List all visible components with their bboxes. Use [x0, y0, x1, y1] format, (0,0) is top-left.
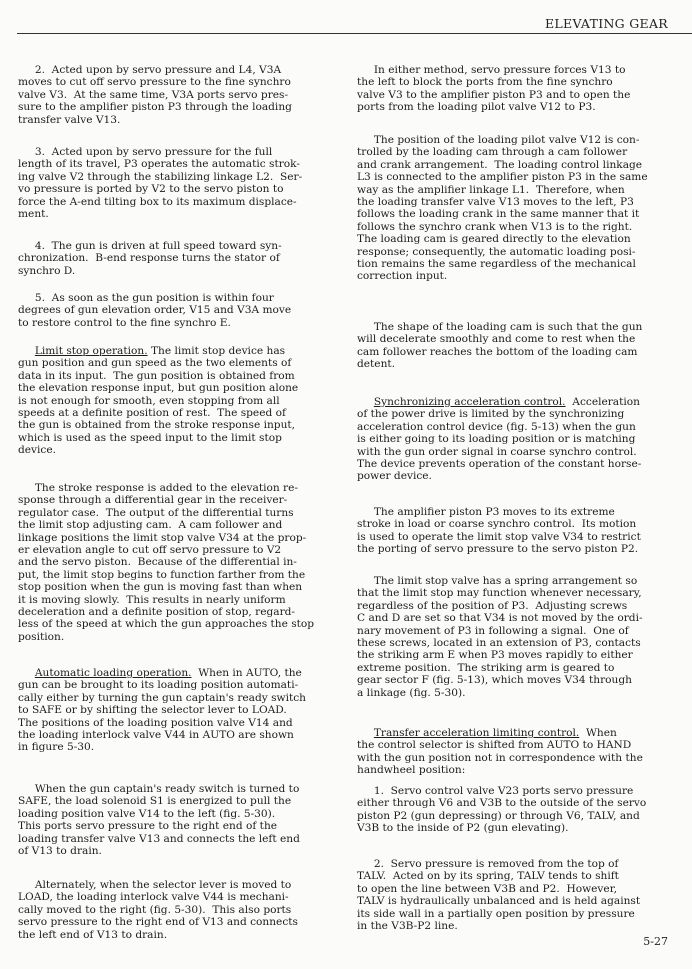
text-line: gun can be brought to its loading position automati- — [18, 679, 299, 692]
text-line: 2. Servo pressure is removed from the top of — [357, 858, 619, 870]
text-line: 4. The gun is driven at full speed toward syn- — [18, 240, 282, 252]
text-line: C and D are set so that V34 is not moved by the ordi- — [357, 612, 643, 625]
paragraph — [357, 321, 677, 371]
text-line: data in its input. The gun position is obtained from — [18, 369, 295, 382]
text-line: degrees of gun elevation order, V15 and V3A move — [18, 304, 292, 317]
text-line: which is used as the speed input to the limit stop — [18, 431, 282, 444]
text-line: with the gun order signal in coarse synchro control. — [357, 445, 637, 458]
indent — [357, 396, 374, 408]
text-line — [18, 345, 333, 357]
text-line: to open the line between V3B and P2. However, — [357, 882, 617, 895]
text-line: will decelerate smoothly and come to rest when the — [357, 333, 636, 346]
text-line: the loading transfer valve V13 moves to the left, P3 — [357, 196, 634, 209]
text-line: transfer valve V13. — [18, 113, 121, 126]
text-line: of the power drive is limited by the synchronizing — [357, 408, 625, 421]
indent — [18, 345, 35, 357]
text-line: vo pressure is ported by V2 to the servo piston to — [18, 183, 284, 196]
text-line: linkage positions the limit stop valve V34 at the prop- — [18, 531, 307, 544]
paragraph — [357, 506, 677, 556]
text-line: ports from the loading pilot valve V12 to P3. — [357, 101, 596, 114]
text-line: is used to operate the limit stop valve V34 to restrict — [357, 530, 641, 543]
text-line: The position of the loading pilot valve V12 is con- — [357, 134, 640, 146]
text-line: the limit stop adjusting cam. A cam follower and — [18, 519, 283, 532]
text-line: correction input. — [357, 270, 448, 283]
text-line: is either going to its loading position or is matching — [357, 433, 636, 446]
text-line: to SAFE or by shifting the selector lever to LOAD. — [18, 704, 287, 717]
text-line: L3 is connected to the amplifier piston P3 in the same — [357, 171, 648, 184]
section-title: ELEVATING GEAR — [545, 16, 668, 31]
paragraph — [357, 64, 677, 114]
section-heading: Transfer acceleration limiting control. — [373, 727, 580, 739]
text-line: of V13 to drain. — [18, 845, 102, 858]
text-line: is not enough for smooth, even stopping from all — [18, 394, 280, 407]
text-line: the left to block the ports from the fine synchro — [357, 76, 613, 89]
text-line: moves to cut off servo pressure to the fine synchro — [18, 76, 291, 89]
text-line: device. — [18, 444, 56, 457]
text-line: a linkage (fig. 5-30). — [357, 686, 466, 699]
text-line: extreme position. The striking arm is geared to — [357, 661, 615, 674]
text-line: the gun is obtained from the stroke response input, — [18, 419, 296, 432]
text-line: valve V3 to the amplifier piston P3 and to open the — [357, 88, 631, 101]
text-line: 1. Servo control valve V23 ports servo pressure — [357, 785, 634, 797]
text-line: in figure 5-30. — [18, 741, 95, 754]
text-line: position. — [18, 630, 65, 643]
text-line: length of its travel, P3 operates the automatic strok- — [18, 158, 300, 171]
indent — [18, 667, 35, 679]
paragraph — [18, 667, 333, 754]
text-line: regulator case. The output of the differential turns — [18, 506, 294, 519]
text-line: it is moving slowly. This results in nearly uniform — [18, 593, 286, 606]
text-line: er elevation angle to cut off servo pressure to V2 — [18, 544, 282, 557]
text-line: acceleration control device (fig. 5-13) when the gun — [357, 420, 636, 433]
header-divider — [17, 33, 692, 34]
text-line: cam follower reaches the bottom of the loading cam — [357, 345, 638, 358]
text-line: trolled by the loading cam through a cam follower — [357, 146, 628, 159]
text-line: This ports servo pressure to the right end of the — [18, 820, 278, 833]
text-line: Alternately, when the selector lever is moved to — [18, 879, 292, 891]
text-line: its side wall in a partially open position by pressure — [357, 907, 635, 920]
text-line: with the gun position not in correspondence with the — [357, 751, 643, 764]
text-line: cally either by turning the gun captain's ready switch — [18, 691, 307, 704]
text-run: When — [579, 727, 617, 739]
text-line: The device prevents operation of the constant horse- — [357, 458, 642, 471]
paragraph — [18, 783, 333, 857]
text-line: tion remains the same regardless of the mechanical — [357, 258, 636, 271]
text-line: regardless of the position of P3. Adjusting screws — [357, 599, 628, 612]
text-line: When the gun captain's ready switch is turned to — [18, 783, 300, 795]
text-line: detent. — [357, 358, 396, 371]
page-number: 5-27 — [643, 935, 668, 948]
paragraph — [18, 146, 333, 220]
text-line: these screws, located in an extension of P3, contacts — [357, 637, 641, 650]
text-line: force the A-end tilting box to its maximum displace- — [18, 195, 297, 208]
text-line: gear sector F (fig. 5-13), which moves V34 through — [357, 674, 632, 687]
text-line: to restore control to the fine synchro E. — [18, 316, 231, 329]
text-line: The loading cam is geared directly to the elevation — [357, 233, 631, 246]
text-line: piston P2 (gun depressing) or through V6, TALV, and — [357, 809, 640, 822]
text-line: loading transfer valve V13 and connects the left end — [18, 832, 300, 845]
text-line: The amplifier piston P3 moves to its extreme — [357, 506, 615, 518]
text-line: sure to the amplifier piston P3 through the loading — [18, 101, 292, 114]
text-line: The positions of the loading position valve V14 and — [18, 716, 293, 729]
text-run: The limit stop device has — [147, 345, 286, 357]
text-line: 5. As soon as the gun position is within four — [18, 292, 274, 304]
paragraph — [357, 785, 677, 835]
text-line: gun position and gun speed as the two elements of — [18, 357, 292, 370]
text-line: that the limit stop may function whenever necessary, — [357, 587, 642, 600]
text-line: the left end of V13 to drain. — [18, 928, 168, 941]
paragraph — [18, 482, 333, 643]
text-line: the control selector is shifted from AUTO to HAND — [357, 739, 632, 752]
text-line: chronization. B-end response turns the stator of — [18, 252, 280, 265]
text-line: V3B to the inside of P2 (gun elevating). — [357, 822, 569, 835]
text-line — [18, 667, 333, 679]
text-line: The stroke response is added to the elevation re- — [18, 482, 298, 494]
text-line: nary movement of P3 in following a signal. One of — [357, 624, 629, 637]
paragraph — [18, 345, 333, 457]
paragraph — [357, 858, 677, 932]
text-line: 2. Acted upon by servo pressure and L4, V3A — [18, 64, 282, 76]
text-line: response; consequently, the automatic loading posi- — [357, 245, 636, 258]
text-line: the striking arm E when P3 moves rapidly to either — [357, 649, 633, 662]
text-line: TALV. Acted on by its spring, TALV tends to shift — [357, 870, 619, 883]
text-line: follows the loading crank in the same manner that it — [357, 208, 640, 221]
text-line: deceleration and a definite position of stop, regard- — [18, 606, 296, 619]
text-run: Acceleration — [565, 396, 640, 408]
paragraph — [18, 879, 333, 941]
text-line: handwheel position: — [357, 764, 466, 777]
text-line: less of the speed at which the gun approaches the stop — [18, 618, 315, 631]
text-line: the porting of servo pressure to the servo piston P2. — [357, 543, 639, 556]
paragraph — [357, 396, 677, 483]
section-heading: Limit stop operation. — [34, 345, 148, 357]
text-line: cally moved to the right (fig. 5-30). This also ports — [18, 903, 292, 916]
text-line: ment. — [18, 208, 49, 221]
indent — [357, 727, 374, 739]
text-line: synchro D. — [18, 264, 76, 277]
text-line: In either method, servo pressure forces V13 to — [357, 64, 626, 76]
text-run: When in AUTO, the — [191, 667, 302, 679]
text-line: The limit stop valve has a spring arrangement so — [357, 575, 638, 587]
paragraph — [357, 727, 677, 777]
text-line: ing valve V2 through the stabilizing linkage L2. Ser- — [18, 170, 303, 183]
paragraph — [18, 292, 333, 329]
text-line: 3. Acted upon by servo pressure for the full — [18, 146, 273, 158]
text-line: valve V3. At the same time, V3A ports servo pres- — [18, 88, 289, 101]
text-line: servo pressure to the right end of V13 and connects — [18, 916, 298, 929]
section-heading: Synchronizing acceleration control. — [373, 396, 566, 408]
text-line: way as the amplifier linkage L1. Therefore, when — [357, 183, 625, 196]
text-line: loading position valve V14 to the left (fig. 5-30). — [18, 807, 276, 820]
text-line — [357, 396, 677, 408]
text-line — [357, 727, 677, 739]
text-line: stroke in load or coarse synchro control. Its motion — [357, 518, 637, 531]
paragraph — [357, 134, 677, 283]
text-line: The shape of the loading cam is such that the gun — [357, 321, 643, 333]
text-line: in the V3B-P2 line. — [357, 920, 458, 933]
paragraph — [357, 575, 677, 699]
text-line: speeds at a definite position of rest. The speed of — [18, 407, 286, 420]
text-line: put, the limit stop begins to function farther from the — [18, 568, 306, 581]
text-line: the elevation response input, but gun position alone — [18, 382, 299, 395]
text-line: follows the synchro crank when V13 is to the right. — [357, 220, 633, 233]
text-line: sponse through a differential gear in the receiver- — [18, 494, 288, 507]
text-line: either through V6 and V3B to the outside of the servo — [357, 797, 647, 810]
text-line: and the servo piston. Because of the differential in- — [18, 556, 297, 569]
text-line: SAFE, the load solenoid S1 is energized to pull the — [18, 795, 292, 808]
text-line: and crank arrangement. The loading control linkage — [357, 158, 643, 171]
text-line: the loading interlock valve V44 in AUTO are shown — [18, 729, 294, 742]
text-line: LOAD, the loading interlock valve V44 is mechani- — [18, 891, 289, 904]
text-line: TALV is hydraulically unbalanced and is held against — [357, 895, 641, 908]
paragraph — [18, 240, 333, 277]
text-line: stop position when the gun is moving fast than when — [18, 581, 303, 594]
text-line: power device. — [357, 470, 432, 483]
section-heading: Automatic loading operation. — [34, 667, 192, 679]
paragraph — [18, 64, 333, 126]
